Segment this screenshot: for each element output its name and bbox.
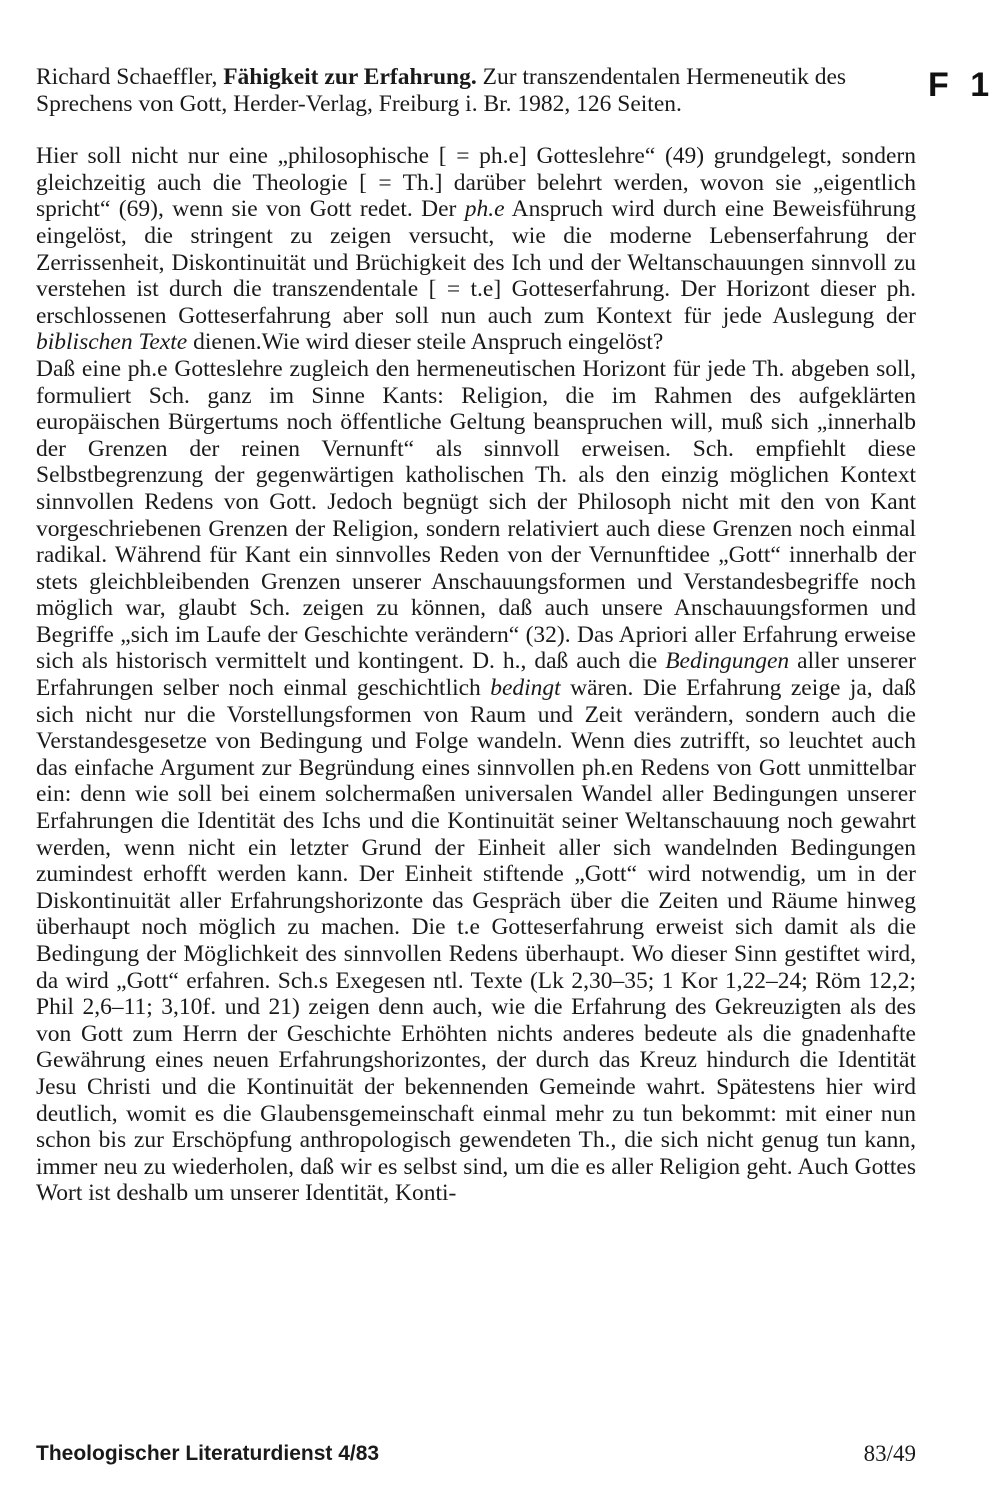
- citation-details: Zur transzendentalen Hermeneutik des Sprechens von Gott, Herder-Verlag, Freiburg i. Br. 1982, 126 Seiten.: [36, 64, 847, 117]
- section-mark: F 1: [928, 66, 996, 104]
- journal-name: Theologischer Literaturdienst 4/83: [36, 1442, 380, 1465]
- review-body: [36, 143, 916, 1207]
- p1-italic-1: ph.e: [464, 196, 505, 223]
- p1-italic-2: biblischen Texte: [36, 329, 188, 356]
- citation-title: Fähigkeit zur Erfahrung.: [223, 64, 477, 90]
- p2-italic-1: Bedingungen: [665, 648, 790, 675]
- p2-text-3: wären. Die Erfahrung zeige ja, daß sich nicht nur die Vorstellungsformen von Raum und Zeit verändern, sondern auch die Verstandesgesetze von Bedingung und Folge wandeln. Wenn dies zutrifft, so leuchtet auch das einfache Argument zur Begründung eines sinnvollen ph.en Redens von Gott unmittelbar ein: denn wie soll bei einem solchermaßen universalen Wandel aller Bedingungen unserer Erfahrungen die Identität des Ichs und die Kontinuität seiner Weltanschauung noch gewahrt werden, wenn nicht ein letzter Grund der Einheit aller sich wandelnden Bedingungen zumindest erhofft werden kann. Der Einheit stiftende „Gott“ wird notwendig, um in der Diskontinuität aller Erfahrungshorizonte das Gespräch über die Zeiten und Räume hinweg überhaupt noch möglich zu machen. Die t.e Gotteserfahrung erweist sich damit als die Bedingung der Möglichkeit des sinnvollen Redens überhaupt. Wo dieser Sinn gestiftet wird, da wird „Gott“ erfahren. Sch.s Exegesen ntl. Texte (Lk 2,30–35; 1 Kor 1,22–24; Röm 12,2; Phil 2,6–11; 3,10f. und 21) zeigen denn auch, wie die Erfahrung des Gekreuzigten als des von Gott zum Herrn der Geschichte Erhöhten nichts anderes bedeute als die gnadenhafte Gewährung eines neuen Erfahrungshorizontes, der durch das Kreuz hindurch die Identität Jesu Christi und die Kontinuität der bekennenden Gemeinde wahrt. Spätestens hier wird deutlich, womit es die Glaubensgemeinschaft einmal mehr zu tun bekommt: mit einer nun schon bis zur Erschöpfung anthropologisch gewendeten Th., die sich nicht genug tun kann, immer neu zu wiederholen, daß wir es selbst sind, um die es aller Religion geht. Auch Gottes Wort ist deshalb um unserer Identität, Konti-: [36, 675, 916, 1207]
- p1-text-3: dienen.Wie wird dieser steile Anspruch eingelöst?: [187, 329, 664, 356]
- p2-italic-2: bedingt: [490, 675, 561, 702]
- paragraph-1: [36, 143, 916, 356]
- citation-author: Richard Schaeffler,: [36, 64, 224, 90]
- p2-text-1: Daß eine ph.e Gotteslehre zugleich den hermeneutischen Horizont für jede Th. abgeben soll, formuliert Sch. ganz im Sinne Kants: Religion, die im Rahmen des aufgeklärten europäischen Bürgertums noch öffentliche Geltung beanspruchen will, muß sich „innerhalb der Grenzen der reinen Vernunft“ als sinnvoll erweisen. Sch. empfiehlt diese Selbstbegrenzung der gegenwärtigen katholischen Th. als den einzig möglichen Kontext sinnvollen Redens von Gott. Jedoch begnügt sich der Philosoph nicht mit den von Kant vorgeschriebenen Grenzen der Religion, sondern relativiert auch diese Grenzen noch einmal radikal. Während für Kant ein sinnvolles Reden von der Vernunftidee „Gott“ innerhalb der stets gleichbleibenden Grenzen unserer Anschauungsformen und Verstandesbegriffe noch möglich war, glaubt Sch. zeigen zu können, daß auch unsere Anschauungsformen und Begriffe „sich im Laufe der Geschichte verändern“ (32). Das Apriori aller Erfahrung erweise sich als historisch vermittelt und kontingent. D. h., daß auch die: [36, 355, 916, 675]
- p1-text-2: Anspruch wird durch eine Beweisführung eingelöst, die stringent zu zeigen versucht, wie die moderne Lebenserfahrung der Zerrissenheit, Diskontinuität und Brüchigkeit des Ich und der Weltanschauungen sinnvoll zu verstehen ist durch die transzendentale [ = t.e] Gotteserfahrung. Der Horizont dieser ph. erschlossenen Gotteserfahrung aber soll nun auch zum Kontext für jede Auslegung der: [36, 196, 916, 329]
- bibliographic-citation: [36, 64, 916, 117]
- p2-text-2: aller unserer Erfahrungen selber noch einmal geschichtlich: [36, 648, 916, 702]
- page-footer: [36, 1440, 916, 1470]
- review-page: [36, 64, 916, 1207]
- page-number: 83/49: [863, 1441, 916, 1466]
- paragraph-2: [36, 356, 916, 1207]
- p1-text-1: Hier soll nicht nur eine „philosophische [ = ph.e] Gotteslehre“ (49) grundgelegt, sondern gleichzeitig auch die Theologie [ = Th.] darüber belehrt werden, wovon sie „eigentlich spricht“ (69), wenn sie von Gott redet. Der: [36, 143, 916, 223]
